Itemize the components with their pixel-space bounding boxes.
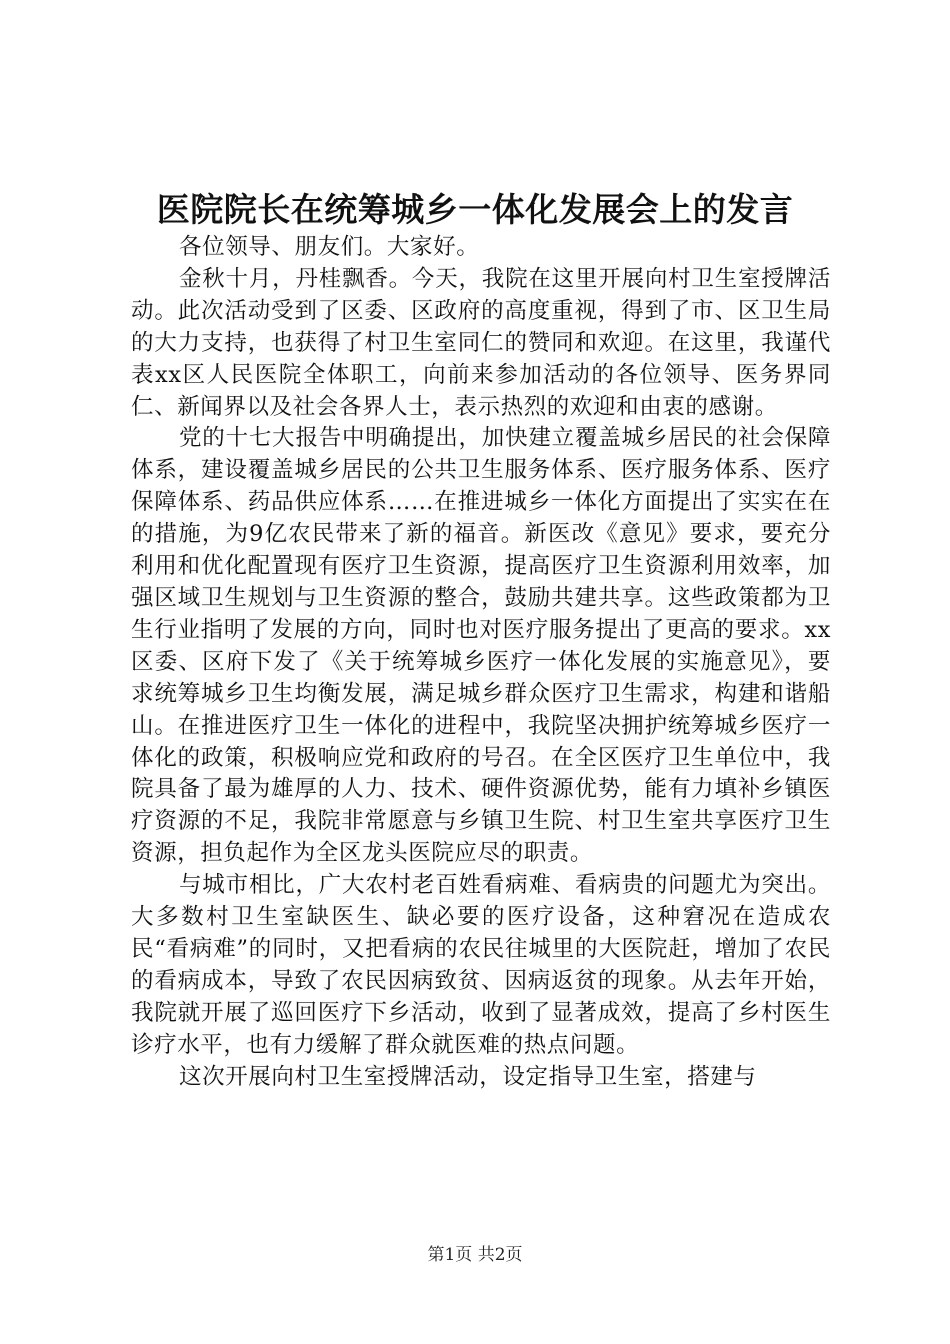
document-body [131, 232, 831, 1093]
paragraph-rural-issues: 与城市相比，广大农村老百姓看病难、看病贵的问题尤为突出。大多数村卫生室缺医生、缺必要的医疗设备，这种窘况在造成农民“看病难”的同时，又把看病的农民往城里的大医院赶，增加了农民的看病成本，导致了农民因病致贫、因病返贫的现象。从去年开始，我院就开展了巡回医疗下乡活动，收到了显著成效，提高了乡村医生诊疗水平，也有力缓解了群众就医难的热点问题。 [131, 872, 831, 1058]
paragraph-activity: 这次开展向村卫生室授牌活动，设定指导卫生室，搭建与 [179, 1063, 757, 1090]
page-footer: 第1页 共2页 [427, 1245, 523, 1265]
document-title: 医院院长在统筹城乡一体化发展会上的发言 [156, 190, 794, 229]
paragraph-greeting: 各位领导、朋友们。大家好。 [179, 234, 480, 260]
paragraph-policy: 党的十七大报告中明确提出，加快建立覆盖城乡居民的社会保障体系，建设覆盖城乡居民的公共卫生服务体系、医疗服务体系、医疗保障体系、药品供应体系……在推进城乡一体化方面提出了实实在在的措施，为9亿农民带来了新的福音。新医改《意见》要求，要充分利用和优化配置现有医疗卫生资源，提高医疗卫生资源利用效率，加强区域卫生规划与卫生资源的整合，鼓励共建共享。这些政策都为卫生行业指明了发展的方向，同时也对医疗服务提出了更高的要求。xx区委、区府下发了《关于统筹城乡医疗一体化发展的实施意见》，要求统筹城乡卫生均衡发展，满足城乡群众医疗卫生需求，构建和谐船山。在推进医疗卫生一体化的进程中，我院坚决拥护统筹城乡医疗一体化的政策，积极响应党和政府的号召。在全区医疗卫生单位中，我院具备了最为雄厚的人力、技术、硬件资源优势，能有力填补乡镇医疗资源的不足，我院非常愿意与乡镇卫生院、村卫生室共享医疗卫生资源，担负起作为全区龙头医院应尽的职责。 [131, 425, 831, 867]
paragraph-opening: 金秋十月，丹桂飘香。今天，我院在这里开展向村卫生室授牌活动。此次活动受到了区委、区政府的高度重视，得到了市、区卫生局的大力支持，也获得了村卫生室同仁的赞同和欢迎。在这里，我谨代表xx区人民医院全体职工，向前来参加活动的各位领导、医务界同仁、新闻界以及社会各界人士，表示热烈的欢迎和由衷的感谢。 [131, 265, 831, 420]
